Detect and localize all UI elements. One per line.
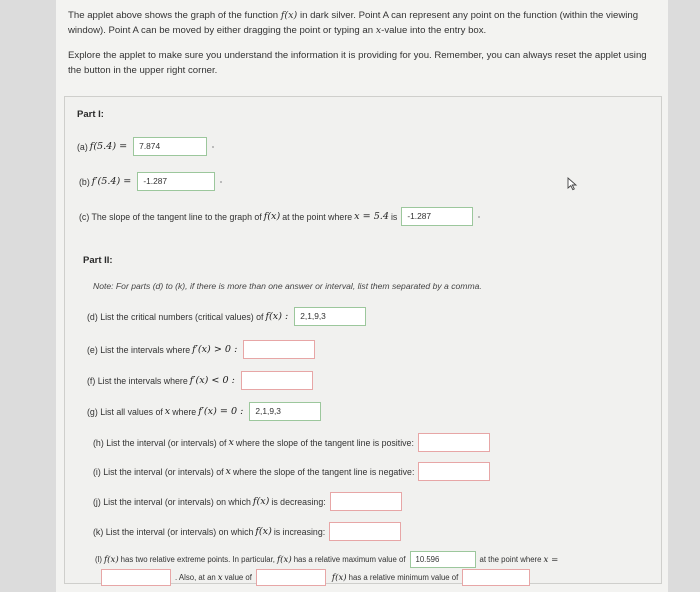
question-c-text-2: at the point where bbox=[282, 211, 353, 222]
question-f-text: (f) List the intervals where bbox=[87, 375, 188, 386]
question-l-math-1: f(x) bbox=[103, 554, 119, 565]
question-k bbox=[93, 522, 401, 541]
question-card bbox=[64, 96, 662, 584]
intro-text-a: The applet above shows the graph of the function bbox=[68, 10, 279, 21]
question-l-text-4: . Also, at an bbox=[175, 573, 216, 582]
answer-l-max-input[interactable]: 10.596 bbox=[410, 551, 476, 568]
answer-a-dot bbox=[212, 146, 214, 148]
question-g-text-1: (g) List all values of bbox=[87, 406, 163, 417]
question-h bbox=[93, 433, 490, 452]
question-l-text-6: has a relative minimum value of bbox=[348, 573, 459, 582]
question-j-text-2: is decreasing: bbox=[271, 496, 326, 507]
intro-text bbox=[68, 8, 658, 78]
question-e-math: f′(x) > 0 : bbox=[192, 344, 238, 355]
question-i bbox=[93, 462, 490, 481]
question-d-text: (d) List the critical numbers (critical values) of bbox=[87, 311, 264, 322]
question-g bbox=[87, 402, 321, 421]
question-d bbox=[87, 307, 366, 326]
question-i-text-2: where the slope of the tangent line is negative: bbox=[232, 466, 415, 477]
question-l-text-5: value of bbox=[224, 573, 252, 582]
question-f bbox=[87, 371, 313, 390]
question-e bbox=[87, 340, 315, 359]
intro-paragraph-1 bbox=[68, 8, 658, 38]
question-l-prefix: (l) bbox=[95, 555, 102, 564]
question-c-math-2: x = 5.4 bbox=[354, 211, 389, 222]
question-k-text-1: (k) List the interval (or intervals) on which bbox=[93, 526, 254, 537]
question-l-text-1: has two relative extreme points. In particular, bbox=[120, 555, 275, 564]
question-e-text: (e) List the intervals where bbox=[87, 344, 191, 355]
question-g-text-2: where bbox=[172, 406, 197, 417]
mouse-pointer-icon bbox=[566, 177, 580, 191]
question-h-math-x: x bbox=[228, 437, 234, 448]
question-k-math: f(x) bbox=[255, 526, 272, 537]
answer-l-min-x-input[interactable] bbox=[256, 569, 326, 586]
question-j-math: f(x) bbox=[252, 496, 270, 507]
question-l-text-3: at the point where bbox=[479, 555, 542, 564]
part-1-label: Part I: bbox=[77, 109, 104, 120]
answer-c-input[interactable]: -1.287 bbox=[401, 207, 473, 226]
intro-math-fx: f(x) bbox=[280, 10, 298, 21]
question-c-text-3: is bbox=[390, 211, 398, 222]
question-d-math: f(x) : bbox=[265, 311, 289, 322]
question-f-math: f′(x) < 0 : bbox=[189, 375, 235, 386]
question-l-line-1 bbox=[95, 551, 560, 568]
answer-b-input[interactable]: -1.287 bbox=[137, 172, 215, 191]
question-i-text-1: (i) List the interval (or intervals) of bbox=[93, 466, 224, 477]
answer-l-min-input[interactable] bbox=[462, 569, 530, 586]
answer-j-input[interactable] bbox=[330, 492, 402, 511]
question-l-math-4: f(x) bbox=[331, 572, 347, 583]
question-h-text-2: where the slope of the tangent line is positive: bbox=[235, 437, 414, 448]
question-j bbox=[93, 492, 402, 511]
answer-i-input[interactable] bbox=[418, 462, 490, 481]
answer-a-input[interactable]: 7.874 bbox=[133, 137, 207, 156]
question-g-math: f′(x) = 0 : bbox=[198, 406, 244, 417]
answer-l-max-x-input[interactable] bbox=[101, 569, 171, 586]
part-2-note: Note: For parts (d) to (k), if there is more than one answer or interval, list them separated by a comma. bbox=[93, 281, 482, 291]
question-l-math-3: x = bbox=[543, 554, 559, 565]
answer-f-input[interactable] bbox=[241, 371, 313, 390]
answer-c-dot bbox=[478, 216, 480, 218]
question-c-math-1: f(x) bbox=[263, 211, 281, 222]
answer-b-dot bbox=[220, 181, 222, 183]
question-i-math-x: x bbox=[225, 466, 231, 477]
question-j-text-1: (j) List the interval (or intervals) on which bbox=[93, 496, 251, 507]
intro-paragraph-2: Explore the applet to make sure you understand the information it is providing for you. Remember, you can always reset the applet using the button in the upper right corner. bbox=[68, 50, 647, 76]
question-k-text-2: is increasing: bbox=[273, 526, 326, 537]
answer-g-input[interactable]: 2,1,9,3 bbox=[249, 402, 321, 421]
answer-e-input[interactable] bbox=[243, 340, 315, 359]
homework-page bbox=[56, 0, 668, 592]
part-2-label: Part II: bbox=[83, 255, 113, 266]
question-c-text-1: (c) The slope of the tangent line to the graph of bbox=[79, 211, 262, 222]
intro-text-b: in dark silver. Point A can represent any point on the function (within the viewing window). Point A can be moved by either dragging the point or typing an bbox=[68, 10, 639, 36]
answer-d-input[interactable]: 2,1,9,3 bbox=[294, 307, 366, 326]
question-a-math: f(5.4) = bbox=[89, 141, 128, 152]
question-a bbox=[77, 137, 214, 156]
question-g-math-x: x bbox=[164, 406, 171, 417]
question-b bbox=[79, 172, 222, 191]
question-b-math: f′(5.4) = bbox=[91, 176, 132, 187]
intro-text-c: -value into the entry box. bbox=[381, 25, 487, 36]
question-l-math-2: f(x) bbox=[276, 554, 292, 565]
question-a-prefix: (a) bbox=[77, 141, 88, 152]
answer-k-input[interactable] bbox=[329, 522, 401, 541]
question-h-text-1: (h) List the interval (or intervals) of bbox=[93, 437, 227, 448]
question-c bbox=[79, 207, 480, 226]
question-l-text-2: has a relative maximum value of bbox=[293, 555, 406, 564]
intro-math-x: x bbox=[375, 25, 382, 36]
question-b-prefix: (b) bbox=[79, 176, 90, 187]
answer-h-input[interactable] bbox=[418, 433, 490, 452]
question-l-math-x: x bbox=[217, 572, 223, 583]
question-l-line-2 bbox=[101, 569, 530, 586]
